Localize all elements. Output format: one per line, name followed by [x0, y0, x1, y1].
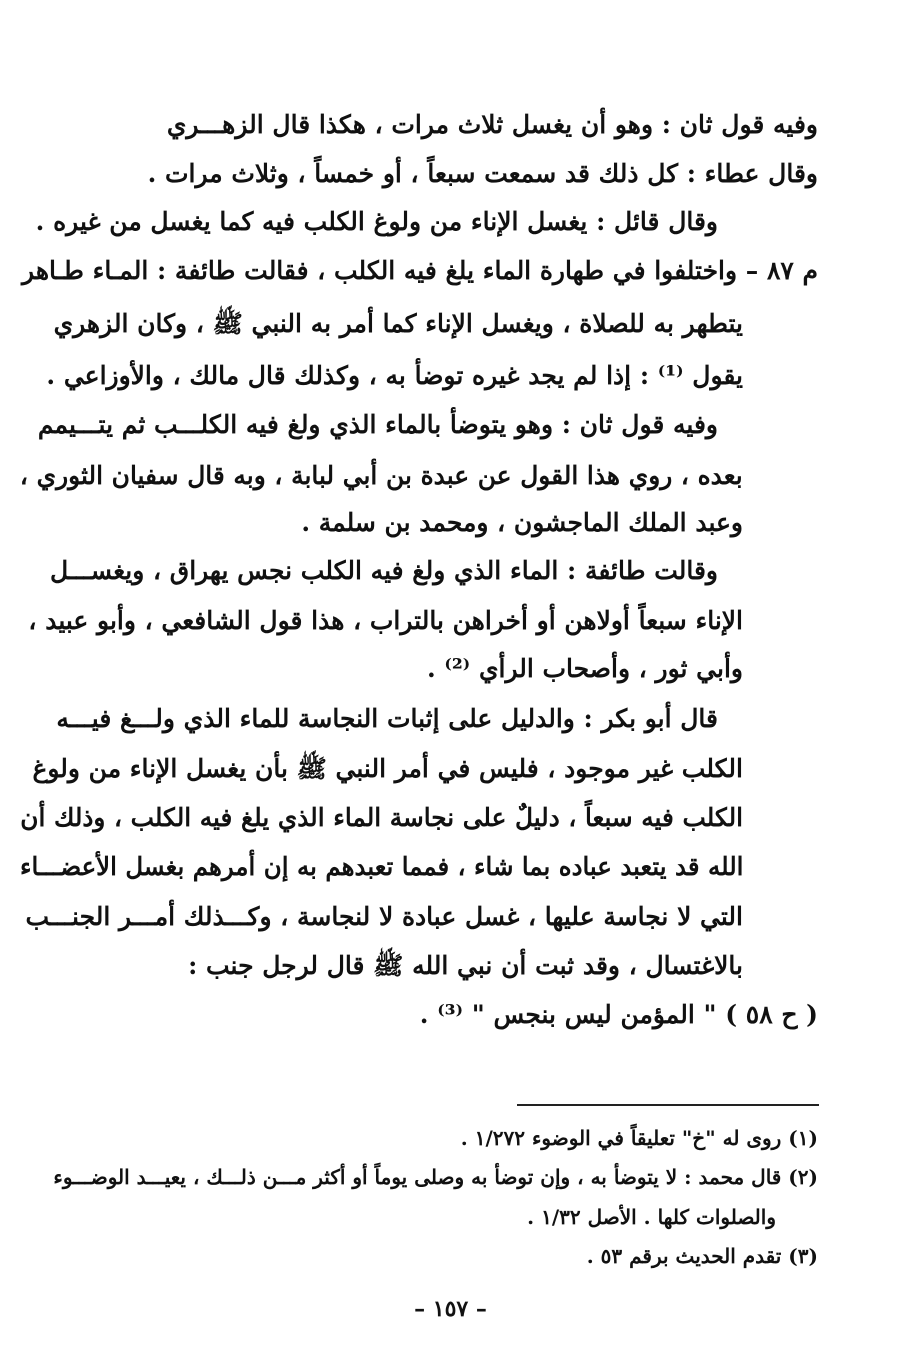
body-line-2: وقال عطاء : كل ذلك قد سمعت سبعاً ، أو خمساً ، وثلاث مرات . [147, 159, 818, 188]
body-line-16: الله قد يتعبد عباده بما شاء ، فمما تعبدهم به إن أمرهم بغسل الأعضـــاء [19, 852, 743, 881]
body-line-15: الكلب فيه سبعاً ، دليلٌ على نجاسة الماء الذي يلغ فيه الكلب ، وذلك أن [20, 803, 743, 832]
hadith-58-line: ( ح ٥٨ ) " المؤمن ليس بنجس " ⁽³⁾ . [419, 1000, 818, 1029]
footnote-separator [517, 1104, 819, 1106]
footnote-2-continued: والصلوات كلها . الأصل ١/٣٢ . [527, 1205, 776, 1229]
body-line-9: وعبد الملك الماجشون ، ومحمد بن سلمة . [301, 508, 743, 537]
body-line-4-issue-87: م ٨٧ – واختلفوا في طهارة الماء يلغ فيه الكلب ، فقالت طائفة : المـاء طـاهر [22, 256, 818, 285]
body-line-7: وفيه قول ثان : وهو يتوضأ بالماء الذي ولغ فيه الكلـــب ثم يتـــيمم [37, 410, 718, 439]
body-line-5: يتطهر به للصلاة ، ويغسل الإناء كما أمر به النبي ﷺ ، وكان الزهري [53, 309, 743, 338]
body-line-17: التي لا نجاسة عليها ، غسل عبادة لا لنجاسة ، وكـــذلك أمـــر الجنـــب [25, 902, 743, 931]
body-line-13: قال أبو بكر : والدليل على إثبات النجاسة للماء الذي ولـــغ فيـــه [56, 704, 718, 733]
body-line-18: بالاغتسال ، وقد ثبت أن نبي الله ﷺ قال لرجل جنب : [188, 951, 743, 980]
body-line-14: الكلب غير موجود ، فليس في أمر النبي ﷺ بأن يغسل الإناء من ولوغ [32, 754, 743, 783]
footnote-2: (٢) قال محمد : لا يتوضأ به ، وإن توضأ به وصلى يوماً أو أكثر مـــن ذلـــك ، يعيـــد الوضـــوء [53, 1165, 818, 1189]
body-line-1: وفيه قول ثان : وهو أن يغسل ثلاث مرات ، هكذا قال الزهـــري [166, 110, 818, 139]
footnote-1: (١) روى له "خ" تعليقاً في الوضوء ١/٢٧٢ . [460, 1126, 818, 1150]
body-line-11: الإناء سبعاً أولاهن أو أخراهن بالتراب ، هذا قول الشافعي ، وأبو عبيد ، [28, 606, 743, 635]
body-line-3: وقال قائل : يغسل الإناء من ولوغ الكلب فيه كما يغسل من غيره . [35, 207, 718, 236]
page-number: – ١٥٧ – [414, 1296, 487, 1322]
body-line-6: يقول ⁽¹⁾ : إذا لم يجد غيره توضأ به ، وكذلك قال مالك ، والأوزاعي . [46, 361, 743, 390]
body-line-8: بعده ، روي هذا القول عن عبدة بن أبي لبابة ، وبه قال سفيان الثوري ، [20, 461, 743, 490]
body-line-12: وأبي ثور ، وأصحاب الرأي ⁽²⁾ . [426, 654, 743, 683]
body-line-10: وقالت طائفة : الماء الذي ولغ فيه الكلب نجس يهراق ، ويغســـل [50, 556, 718, 585]
footnote-3: (٣) تقدم الحديث برقم ٥٣ . [586, 1244, 818, 1268]
